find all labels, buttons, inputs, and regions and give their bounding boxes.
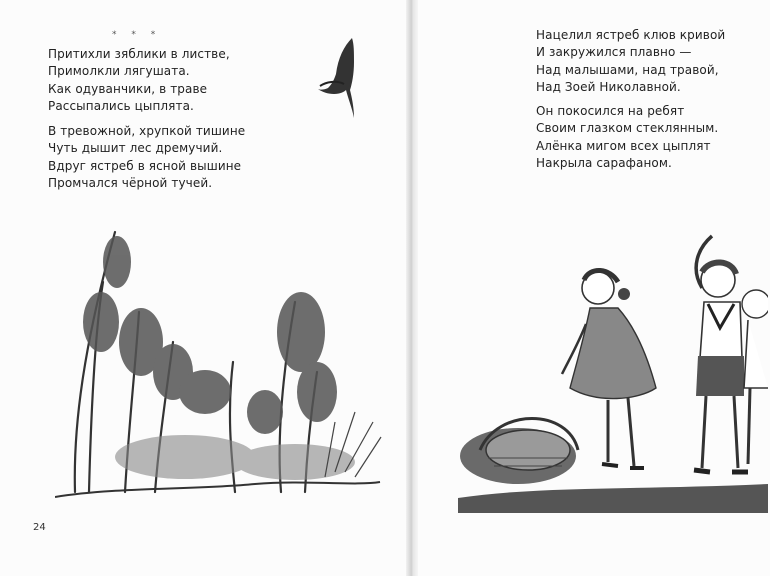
hawk-illustration	[314, 34, 364, 124]
poem-line: Чуть дышит лес дремучий.	[48, 141, 223, 156]
poem-line: Вдруг ястреб в ясной вышине	[48, 158, 242, 173]
page-number: 24	[33, 522, 46, 533]
poem-line: Рассыпались цыплята.	[48, 99, 194, 114]
left-stanza-2	[48, 123, 245, 193]
book-gutter	[406, 0, 418, 576]
poem-line: Примолкли лягушата.	[48, 64, 190, 79]
section-ornament: * * *	[112, 30, 162, 40]
poem-line: Нацелил ястреб клюв кривой	[536, 28, 726, 42]
basket-icon	[460, 419, 578, 485]
poem-line: Над Зоей Николавной.	[536, 80, 681, 95]
poem-line: Промчался чёрной тучей.	[48, 176, 213, 191]
right-stanza-1	[536, 27, 725, 97]
poem-line: Как одуванчики, в траве	[48, 81, 208, 96]
poem-line: Накрыла сарафаном.	[536, 156, 672, 171]
boy-figure	[694, 236, 748, 472]
poem-line: Он покосился на ребят	[536, 104, 685, 118]
poem-line: Своим глазком стеклянным.	[536, 121, 719, 136]
right-stanza-2	[536, 103, 718, 173]
child-figure	[742, 290, 768, 464]
children-illustration	[458, 228, 768, 513]
left-stanza-1	[48, 46, 230, 116]
poem-line: Притихли зяблики в листве,	[48, 47, 230, 61]
forest-illustration	[55, 222, 385, 512]
girl-figure	[562, 270, 656, 468]
poem-line: Над малышами, над травой,	[536, 62, 719, 77]
poem-line: И закружился плавно —	[536, 45, 692, 60]
poem-line: В тревожной, хрупкой тишине	[48, 124, 246, 138]
poem-line: Алёнка мигом всех цыплят	[536, 138, 711, 153]
